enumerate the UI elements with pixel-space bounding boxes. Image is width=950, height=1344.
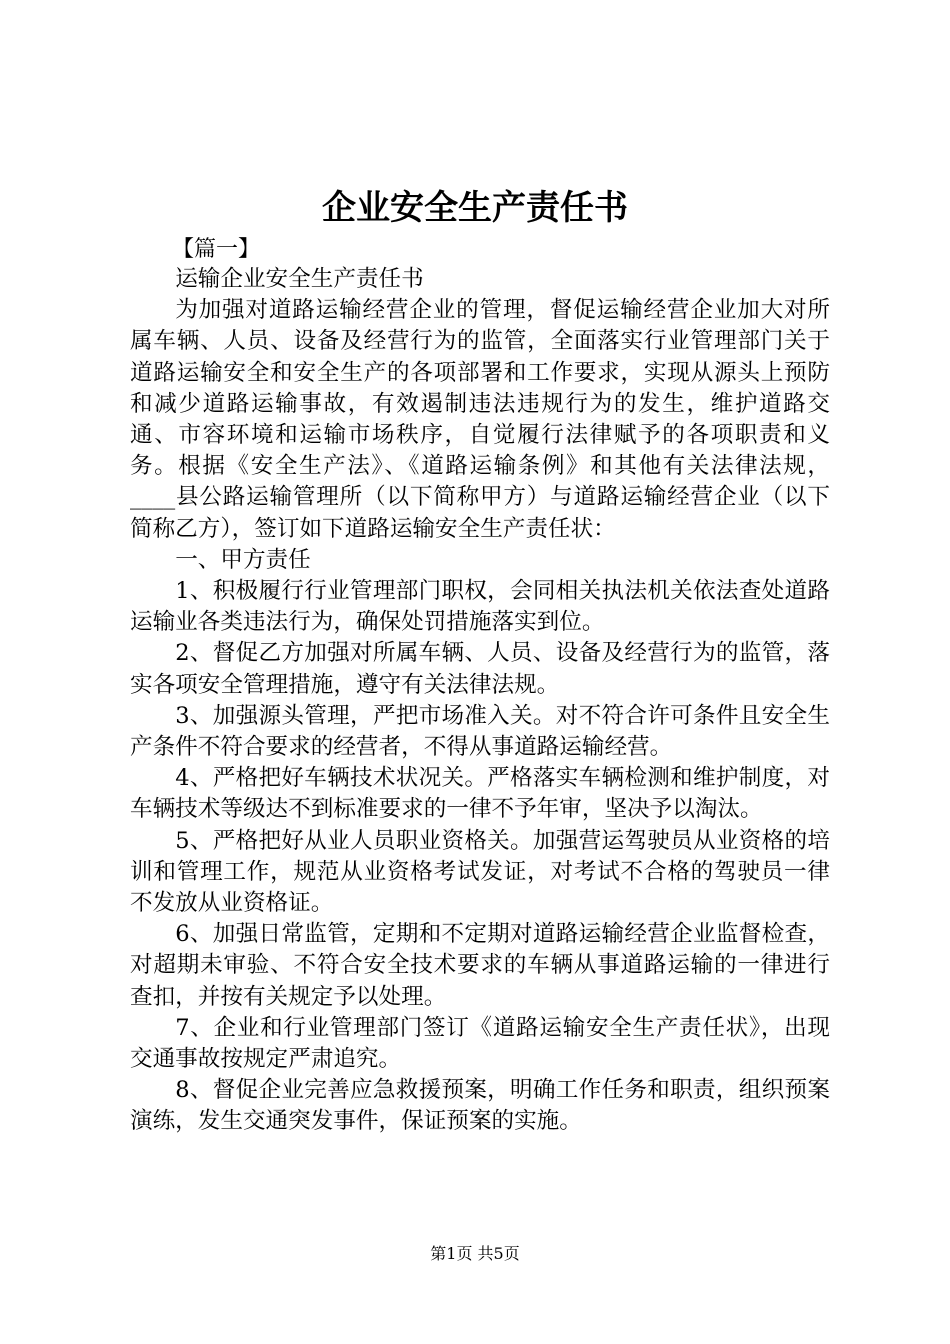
paragraph-item: 5、严格把好从业人员职业资格关。加强营运驾驶员从业资格的培训和管理工作，规范从业资格考试发证，对考试不合格的驾驶员一律不发放从业资格证。 [130, 827, 830, 917]
document-body [130, 264, 830, 1138]
document-subtitle: 运输企业安全生产责任书 [175, 266, 424, 292]
paragraph-item: 8、督促企业完善应急救援预案，明确工作任务和职责，组织预案演练，发生交通突发事件，保证预案的实施。 [130, 1077, 830, 1135]
section-label: 【篇一】 [172, 237, 261, 262]
page-footer: 第1页 共5页 [430, 1244, 520, 1263]
paragraph-item: 1、积极履行行业管理部门职权，会同相关执法机关依法查处道路运输业各类违法行为，确保处罚措施落实到位。 [130, 578, 830, 636]
section-heading: 一、甲方责任 [175, 546, 311, 573]
paragraph-item: 7、企业和行业管理部门签订《道路运输安全生产责任状》，出现交通事故按规定严肃追究。 [130, 1014, 830, 1073]
paragraph-item: 3、加强源头管理，严把市场准入关。对不符合许可条件且安全生产条件不符合要求的经营者，不得从事道路运输经营。 [130, 702, 830, 761]
document-title: 企业安全生产责任书 [322, 188, 628, 228]
paragraph-item: 4、严格把好车辆技术状况关。严格落实车辆检测和维护制度，对车辆技术等级达不到标准要求的一律不予年审，坚决予以淘汰。 [130, 765, 830, 823]
paragraph-intro: 为加强对道路运输经营企业的管理，督促运输经营企业加大对所属车辆、人员、设备及经营行为的监管，全面落实行业管理部门关于道路运输安全和安全生产的各项部署和工作要求，实现从源头上预防和减少道路运输事故，有效遏制违法违规行为的发生，维护道路交通、市容环境和运输市场秩序，自觉履行法律赋予的各项职责和义务。根据《安全生产法》、《道路运输条例》和其他有关法律法规，____县公路运输管理所（以下简称甲方）与道路运输经营企业（以下简称乙方），签订如下道路运输安全生产责任状： [130, 297, 830, 542]
paragraph-item: 2、督促乙方加强对所属车辆、人员、设备及经营行为的监管，落实各项安全管理措施，遵守有关法律法规。 [130, 640, 830, 698]
paragraph-item: 6、加强日常监管，定期和不定期对道路运输经营企业监督检查，对超期未审验、不符合安全技术要求的车辆从事道路运输的一律进行查扣，并按有关规定予以处理。 [130, 921, 830, 1010]
